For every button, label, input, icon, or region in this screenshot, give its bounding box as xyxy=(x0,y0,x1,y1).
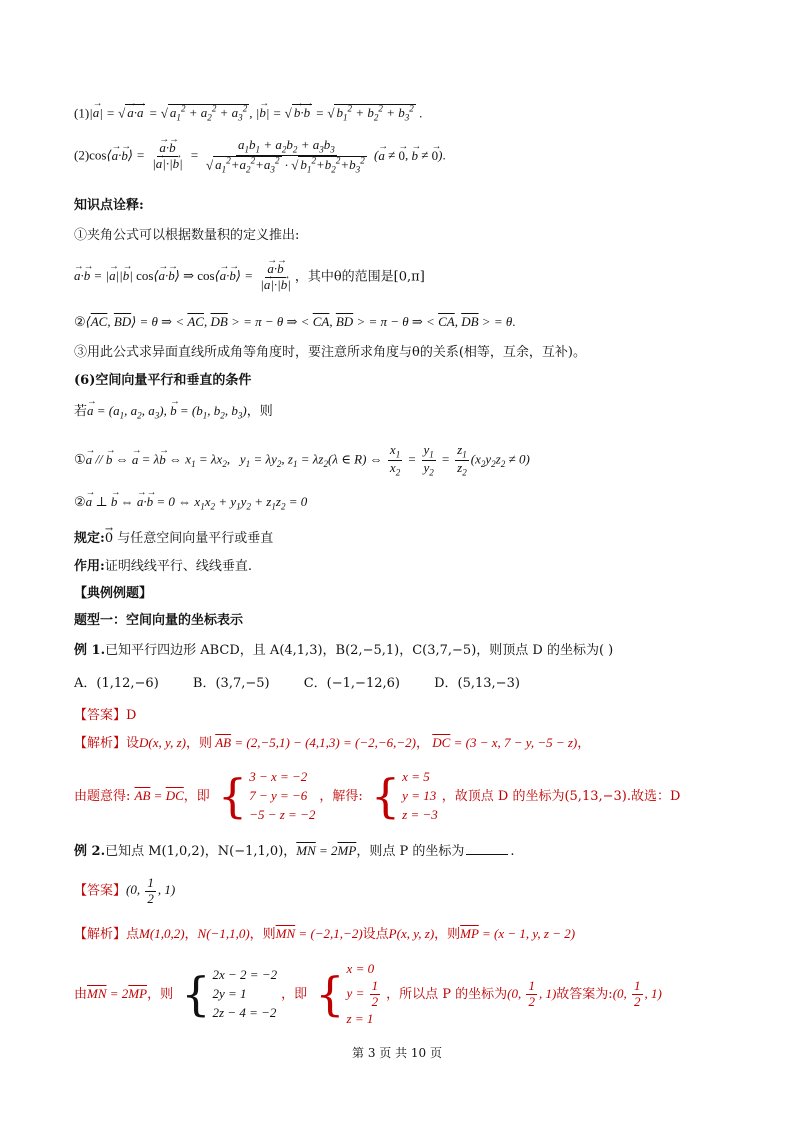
analysis-label: 【解析】 xyxy=(74,927,127,942)
rule-text: 与任意空间向量平行或垂直 xyxy=(117,531,274,546)
analysis-label: 【解析】 xyxy=(74,736,127,751)
formula-magnitude: (1)|→ a| = √ → a·→ a = √ $a_1^2 + a_2^2 + a_3^2$ , |→ b| = √ → b·→ b = √ $b_1^2 + b_2^2 + b_3^2$ . xyxy=(74,104,422,124)
option-b: B．(3,7,−5) xyxy=(192,676,270,691)
page-footer: 第 3 页 共 10 页 xyxy=(352,1046,442,1060)
analysis-mid: ，解得: xyxy=(319,788,363,804)
example-1-question: 已知平行四边形 ABCD，且 A(4,1,3)，B(2,−5,1)，C(3,7,−5)，则顶点 D 的坐标为( ) xyxy=(105,643,614,658)
perpendicular-condition: ②→ a ⊥ → b ⇔ → a·→ b = 0 ⇔ $x_1x_2 + y_1y_2 + z_1z_2 = 0$ xyxy=(74,494,307,513)
analysis-end: ，故顶点 D 的坐标为(5,13,−3).故选：D xyxy=(441,788,681,804)
example-2-analysis-line-2: 由$\overline{MN} = 2\overline{MP}$，则 { 2x − 2 = −2 2y = 1 2z − 4 = −2 ，即 { x = 0 y = $\frac{1}{2}$ z = 1 ，所以点 P 的坐标为(0, $\frac{1}{2}$ , 1)故答案为:(0, $\frac{1}{2}$ , 1) xyxy=(74,960,662,1029)
vector-definition: 若→ $a = (a_1$, $a_2$, $a_3$), → $b = (b_1$, $b_2$, $b_3$)，则 xyxy=(74,403,273,422)
equation-system-4: { x = 0 y = $\frac{1}{2}$ z = 1 xyxy=(315,961,379,1026)
example-2-answer: 【答案】(0, $\frac{1}{2}$ , 1) xyxy=(74,875,176,906)
example-1-options xyxy=(74,676,520,692)
example-1-stem xyxy=(74,643,613,659)
example-1-label: 例 1. xyxy=(74,643,106,658)
example-2-label: 例 2. xyxy=(74,844,106,859)
section-6-heading: (6)空间向量平行和垂直的条件 xyxy=(74,373,252,388)
type-1-heading: 题型一：空间向量的坐标表示 xyxy=(74,613,244,628)
example-2-question-a: 已知点 M(1,0,2)，N(−1,1,0)， xyxy=(105,844,297,859)
note-1: ①夹角公式可以根据数量积的定义推出: xyxy=(74,228,300,243)
rule-label: 规定: xyxy=(74,531,105,546)
equation-system-2: { x = 5 y = 13 z = −3 xyxy=(370,769,438,824)
then-label: ，则 xyxy=(246,404,273,419)
answer-label: 【答案】 xyxy=(74,883,127,899)
equation-system-1: { 3 − x = −2 7 − y = −6 −5 − z = −2 xyxy=(217,769,316,824)
use-line xyxy=(74,559,252,575)
formula-cosine: (2)cos⟨→ a·→ b⟩ = → $\frac{a\cdot\to b}{|\to a|\cdot|\to b|}$ = $\frac{a_1b_1 + a_2b_2 + a_3b_3}{√ a_1^2+a_2^2+a_3^2 \cdot √ b_1^2+b_2^2+b_3^2}$ (→ a ≠ → 0, → b ≠ → 0). xyxy=(74,138,446,175)
note-1-range: 其中θ的范围是[0,π] xyxy=(307,269,425,285)
use-text: 证明线线平行、线线垂直. xyxy=(104,559,252,574)
parallel-condition: ①→ a // → b ⇔ → a = λ→ b ⇔ $x_1 = \lambda x_2$, $y_1 = \lambda y_2$, $z_1 = \lambda z_2(\lambda$ ∈ R) ⇔ $\frac{x_1}{x_2}$ = $\frac{y_1}{y_2}$ = $\frac{z_1}{z_2}$ $(x_2y_2z_2 \ne 0)$ xyxy=(74,443,530,478)
use-label: 作用: xyxy=(74,559,105,574)
example-2-analysis-line-1: 【解析】点M(1,0,2)，N(−1,1,0)，则$\overline{MN} = (-2,1,-2)$设点P(x, y, z)，则$\overline{MP} = (x - 1$, y, z − 2) xyxy=(74,926,576,942)
formula-derivation: → a·→ b = |→ a||→ b| cos⟨→ a·→ b⟩ ⇒ cos⟨→ a·→ b⟩ = → $\frac{a\cdot\to b}{|\to a|\cdot|\to b|}$ ，其中θ的范围是[0,π] xyxy=(74,262,425,293)
knowledge-heading: 知识点诠释: xyxy=(74,198,144,213)
example-1-answer xyxy=(74,708,136,724)
example-1-analysis-line-1: 【解析】设D(x, y, z)，则 $\overline{AB} = (2,-5,1) - (4,1,3) = (-2,-6,-2)$， $\overline{DC} = (3 - x$, 7 − y, −5 − z)， xyxy=(74,735,591,751)
example-1-analysis-line-2: 由题意得: $\overline{AB} = \overline{DC}$，即 { 3 − x = −2 7 − y = −6 −5 − z = −2 ，解得: { x = 5 y = 13 z = −3 ，故顶点 D 的坐标为(5,13,−3).故选：D xyxy=(74,769,681,824)
analysis-end: 故答案为: xyxy=(556,986,613,1002)
rule-line: 规定:→ 0 与任意空间向量平行或垂直 xyxy=(74,531,273,547)
if-label: 若 xyxy=(74,404,88,419)
option-a: A．(1,12,−6) xyxy=(74,676,159,691)
note-2: $②⟨\overline{AC}$, $\overline{BD}⟩ = \theta$ ⇒ < $\overline{AC}$, $\overline{DB}$ > = π − θ ⇒ < $\overline{CA}$, $\overline{BD}$ > = π − θ ⇒ < $\overline{CA}$, $\overline{DB}$ > = θ. xyxy=(74,314,516,329)
option-d: D．(5,13,−3) xyxy=(434,676,520,691)
answer-label: 【答案】 xyxy=(74,708,127,723)
example-2-stem: 例 2.已知点 M(1,0,2)，N(−1,1,0)，$\overline{MN} = 2\overline{MP}$，则点 P 的坐标为 . xyxy=(74,843,515,859)
example-2-question-b: ，则点 P 的坐标为 xyxy=(356,844,465,859)
answer-value: D xyxy=(126,708,137,723)
analysis-intro: 由题意得: xyxy=(74,788,131,804)
examples-heading: 【典例例题】 xyxy=(74,586,153,601)
equation-system-3: { 2x − 2 = −2 2y = 1 2z − 4 = −2 xyxy=(181,967,278,1022)
answer-blank xyxy=(466,854,508,855)
option-c: C．(−1,−12,6) xyxy=(303,676,400,691)
note-3: ③用此公式求异面直线所成角等角度时，要注意所求角度与θ的关系(相等，互余，互补)。 xyxy=(74,345,586,360)
